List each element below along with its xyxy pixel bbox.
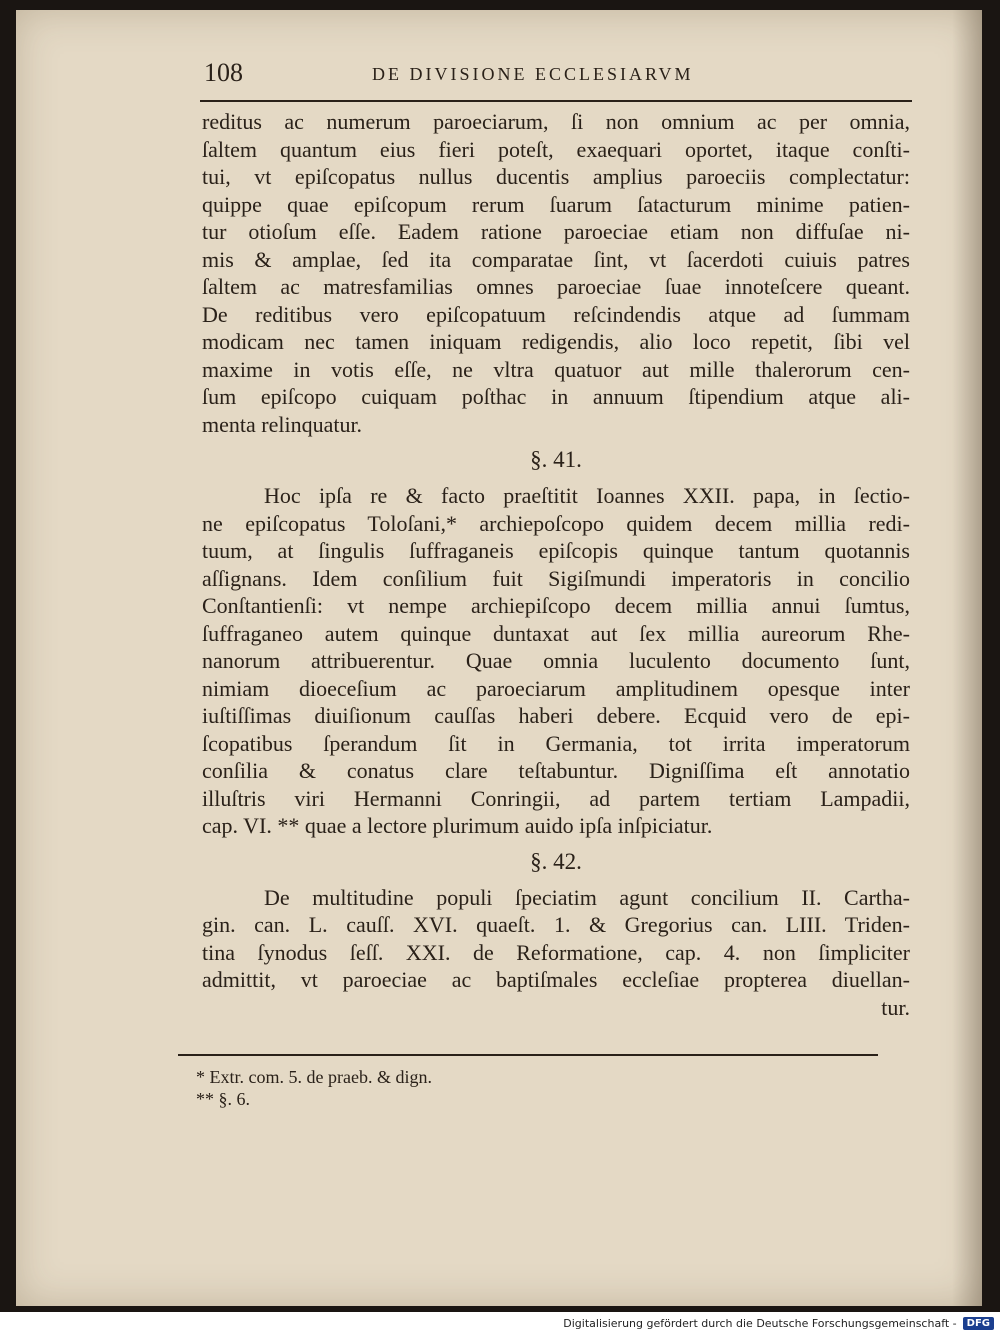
page-edge-shadow [952, 10, 982, 1306]
text-line: illuſtris viri Hermanni Conringii, ad partem tertiam Lampadii, [202, 785, 910, 811]
text-line: conſilia & conatus clare teſtabuntur. Digniſſima eſt annotatio [202, 758, 910, 783]
page-number: 108 [204, 58, 243, 87]
text-line: mis & amplae, ſed ita comparatae ſint, vt ſacerdoti cuiuis patres [202, 246, 910, 272]
text-line: ſcopatibus ſperandum ſit in Germania, tot irrita imperatorum [202, 730, 910, 756]
text-line: nimiam dioeceſium ac paroeciarum amplitudinem opesque inter [202, 675, 910, 701]
text-line: ſuffraganeo autem quinque duntaxat aut ſex millia aureorum Rhe- [202, 620, 910, 646]
text-line: ne epiſcopatus Toloſani,* archiepoſcopo quidem decem millia redi- [202, 510, 910, 536]
text-line: modicam nec tamen iniquam redigendis, alio loco repetit, ſibi vel [202, 329, 910, 354]
text-line: ſaltem quantum eius fieri poteſt, exaequari oportet, itaque conſti- [202, 136, 910, 162]
text-line: ſum epiſcopo cuiquam poſthac in annuum ſtipendium atque ali- [202, 384, 910, 409]
section-heading-41: §. 41. [530, 447, 582, 472]
dfg-logo: DFG [963, 1317, 994, 1330]
text-line: Conſtantienſi: vt nempe archiepiſcopo decem millia annui ſumtus, [202, 593, 910, 618]
footnote: ** §. 6. [196, 1089, 250, 1109]
footnote: * Extr. com. 5. de praeb. & dign. [196, 1067, 432, 1087]
running-head [184, 48, 914, 88]
catchword: tur. [881, 994, 910, 1020]
text-line: reditus ac numerum paroeciarum, ſi non omnium ac per omnia, [202, 109, 910, 134]
text-line: maxime in votis eſſe, ne vltra quatuor aut mille thalerorum cen- [202, 356, 910, 382]
paragraph-3 [202, 884, 910, 1022]
digitization-credit [563, 1312, 994, 1334]
section-heading-42: §. 42. [530, 848, 582, 874]
body-text [202, 108, 910, 1021]
text-line: nanorum attribuerentur. Quae omnia luculento documento ſunt, [202, 648, 910, 673]
text-line: cap. VI. ** quae a lectore plurimum auido ipſa inſpiciatur. [202, 813, 713, 838]
text-line: admittit, vt paroeciae ac baptiſmales eccleſiae propterea diuellan- [202, 967, 910, 992]
footnote-rule [178, 1054, 878, 1056]
paragraph-1 [202, 108, 910, 438]
running-head-title: DE DIVISIONE ECCLESIARVM [372, 64, 694, 84]
text-line: tur otioſum eſſe. Eadem ratione paroeciae etiam non diffuſae ni- [202, 219, 910, 244]
footnotes [196, 1066, 696, 1110]
paragraph-2 [202, 482, 910, 840]
text-line: De reditibus vero epiſcopatuum reſcindendis atque ad ſummam [202, 301, 910, 327]
text-line: ſaltem ac matresfamilias omnes paroeciae ſuae innoteſcere queant. [202, 274, 910, 299]
header-rule [200, 100, 912, 102]
text-line: De multitudine populi ſpeciatim agunt concilium II. Cartha- [264, 884, 910, 910]
text-line: quippe quae epiſcopum rerum ſuarum ſatacturum minime patien- [202, 191, 910, 217]
text-line: tuum, at ſingulis ſuffraganeis epiſcopis quinque tantum quotannis [202, 538, 910, 563]
text-line: gin. can. L. cauſſ. XVI. quaeſt. 1. & Gregorius can. LIII. Triden- [202, 912, 910, 937]
text-line: menta relinquatur. [202, 411, 363, 437]
text-line: Hoc ipſa re & facto praeſtitit Ioannes XXII. papa, in ſectio- [264, 483, 910, 508]
credit-text: Digitalisierung gefördert durch die Deutsche Forschungsgemeinschaft - [563, 1316, 957, 1330]
text-line: tui, vt epiſcopatus nullus ducentis amplius paroeciis complectatur: [202, 164, 910, 189]
text-line: aſſignans. Idem conſilium fuit Sigiſmundi imperatoris in concilio [202, 565, 910, 591]
text-line: tina ſynodus ſeſſ. XXI. de Reformatione, cap. 4. non ſimpliciter [202, 939, 910, 965]
text-line: iuſtiſſimas diuiſionum cauſſas haberi debere. Ecquid vero de epi- [202, 703, 910, 728]
